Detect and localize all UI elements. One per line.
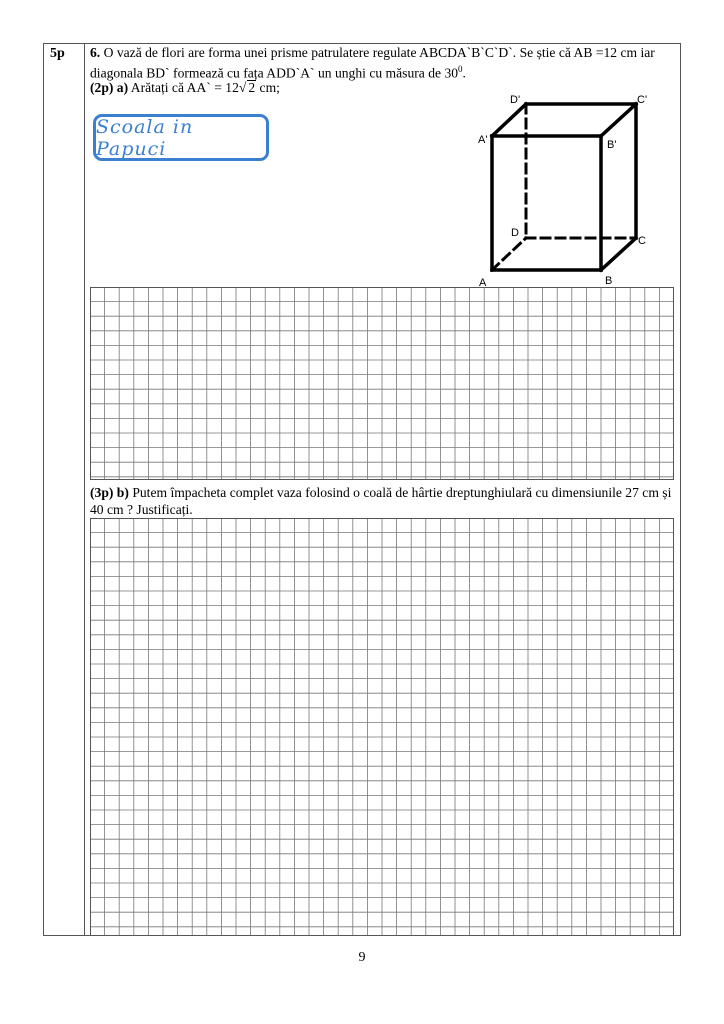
label-d: D bbox=[511, 227, 519, 239]
part-a-text-end: cm; bbox=[256, 80, 280, 95]
answer-grid-b[interactable] bbox=[90, 518, 674, 936]
points-label: 5p bbox=[50, 46, 65, 61]
prism-figure bbox=[470, 88, 660, 290]
label-c: C bbox=[638, 235, 646, 247]
part-b-points: (3p) b) bbox=[90, 485, 129, 500]
problem-number: 6. bbox=[90, 45, 101, 60]
part-b-text: Putem împacheta complet vaza folosind o coală de hârtie dreptunghiulară cu dimensiunile 27 cm și 40 cm ? Justificați. bbox=[90, 485, 672, 517]
sqrt-value: 2 bbox=[248, 80, 256, 95]
label-b: B bbox=[605, 275, 613, 287]
problem-text-end: . bbox=[462, 65, 466, 81]
sqrt-sign: √ bbox=[238, 80, 247, 95]
page-number: 9 bbox=[358, 950, 366, 965]
label-b1: B' bbox=[607, 139, 617, 151]
part-a-points: (2p) a) bbox=[90, 80, 129, 95]
edge-bc bbox=[601, 238, 636, 270]
label-a: A bbox=[479, 277, 487, 289]
watermark-logo: Scoala in Papuci bbox=[93, 114, 269, 161]
part-a bbox=[90, 80, 280, 96]
degree-mark: 0 bbox=[458, 64, 463, 74]
edge-b1c1 bbox=[601, 104, 636, 136]
label-a1: A' bbox=[478, 134, 488, 146]
problem-statement bbox=[90, 44, 675, 82]
part-a-text: Arătați că AA` = 12 bbox=[130, 80, 239, 95]
label-d1: D' bbox=[510, 94, 521, 106]
answer-grid-a[interactable] bbox=[90, 287, 674, 480]
problem-text: O vază de flori are forma unei prisme patrulatere regulate ABCDA`B`C`D`. Se știe că AB =12 cm iar diagonala BD` formează cu fața ADD`A` un unghi cu măsura de 30 bbox=[90, 45, 655, 81]
points-column-divider bbox=[84, 43, 85, 936]
edge-a1d1 bbox=[492, 104, 526, 136]
label-c1: C' bbox=[637, 94, 648, 106]
part-b bbox=[90, 484, 675, 518]
edge-ad-hidden bbox=[492, 238, 526, 270]
